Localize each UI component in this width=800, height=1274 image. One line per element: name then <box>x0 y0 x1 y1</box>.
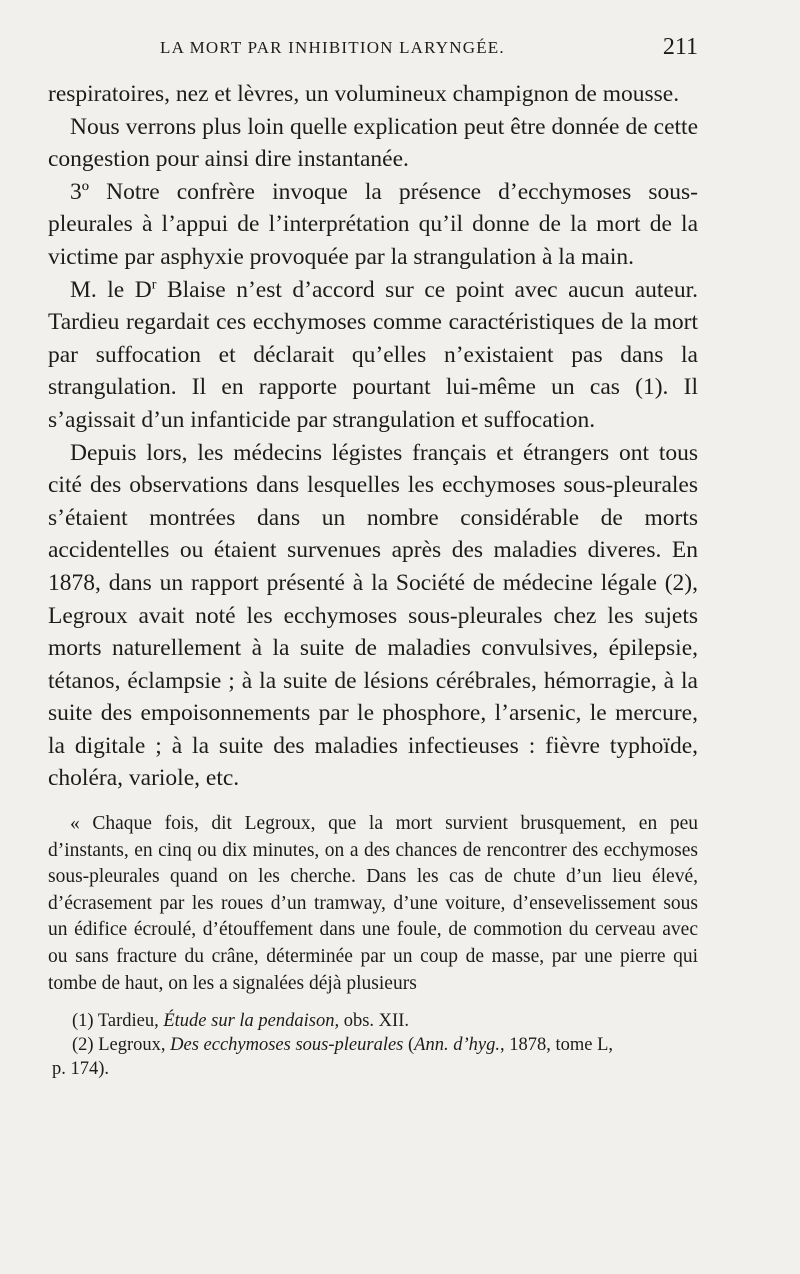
running-head-title: LA MORT PAR INHIBITION LARYNGÉE. <box>160 38 505 57</box>
paragraph-4 <box>48 274 698 437</box>
book-page <box>48 36 698 1081</box>
footnote-1-prefix: (1) Tardieu, <box>72 1011 164 1032</box>
footnote-2-suffix: , 1878, tome L, <box>499 1035 614 1056</box>
footnotes <box>48 1009 698 1081</box>
footnote-2-prefix: (2) Legroux, <box>72 1035 171 1056</box>
footnote-1 <box>48 1009 698 1033</box>
paragraph-5: Depuis lors, les médecins légistes français et étrangers ont tous cité des observations dans lesquelles les ecchymoses sous-pleurales s’étaient montrées dans un nombre considérable de morts accidentelles ou étaient survenues après des maladies diveres. En 1878, dans un rapport présenté à la Société de médecine légale (2), Legroux avait noté les ecchymoses sous-pleurales chez les sujets morts naturellement à la suite de maladies convulsives, épilepsie, tétanos, éclampsie ; à la suite de lésions cérébrales, hémorragie, à la suite des empoisonnements par le phosphore, l’arsenic, le mercure, la digitale ; à la suite des maladies infectieuses : fièvre typhoïde, choléra, variole, etc. <box>48 439 698 792</box>
paragraph-4-rest: Blaise n’est d’accord sur ce point avec aucun auteur. Tardieu regardait ces ecchymoses comme caractéristiques de la mort par suffocation et déclarait qu’elles n’existaient pas dans la strangulation. Il en rapporte pourtant lui-même un cas (1). Il s’agissait d’un infanticide par strangulation et suffocation. <box>48 276 699 433</box>
paragraph-3: 3º Notre confrère invoque la présence d’ecchymoses sous-pleurales à l’appui de l’interprétation qu’il donne de la mort de la victime par asphyxie provoquée par la strangulation à la main. <box>48 178 698 270</box>
footnote-1-title: Étude sur la pendaison, <box>163 1011 340 1032</box>
footnote-2-mid: ( <box>403 1035 415 1056</box>
page-number: 211 <box>662 34 698 60</box>
footnote-2-title: Des ecchymoses sous-pleurales <box>170 1035 404 1056</box>
footnote-1-suffix: obs. XII. <box>339 1011 409 1032</box>
footnote-2-continuation: p. 174). <box>52 1059 110 1080</box>
running-head <box>48 36 698 76</box>
block-quote <box>48 811 698 997</box>
paragraph-2: Nous verrons plus loin quelle explication peut être donnée de cette congestion pour ainsi dire instantanée. <box>48 113 698 173</box>
paragraph-4-lead: M. le D <box>70 276 152 303</box>
doctor-abbrev-sup: r <box>151 276 157 293</box>
paragraph-1: respiratoires, nez et lèvres, un volumineux champignon de mousse. <box>48 81 680 107</box>
footnote-2 <box>48 1033 698 1057</box>
quote-text: « Chaque fois, dit Legroux, que la mort survient brusquement, en peu d’instants, en cinq ou dix minutes, on a des chances de rencontrer des ecchymoses sous-pleurales quand on les cherche. Dans les cas de chute d’un lieu élevé, d’écrasement par les roues d’un tramway, d’une voiture, d’ensevelissement sous un édifice écroulé, d’étouffement dans une foule, de commotion du cerveau avec ou sans fracture du crâne, déterminée par un coup de masse, par une pierre qui tombe de haut, on les a signalées déjà plusieurs <box>48 813 698 994</box>
footnote-2-journal: Ann. d’hyg. <box>414 1035 500 1056</box>
body-text <box>48 78 698 795</box>
